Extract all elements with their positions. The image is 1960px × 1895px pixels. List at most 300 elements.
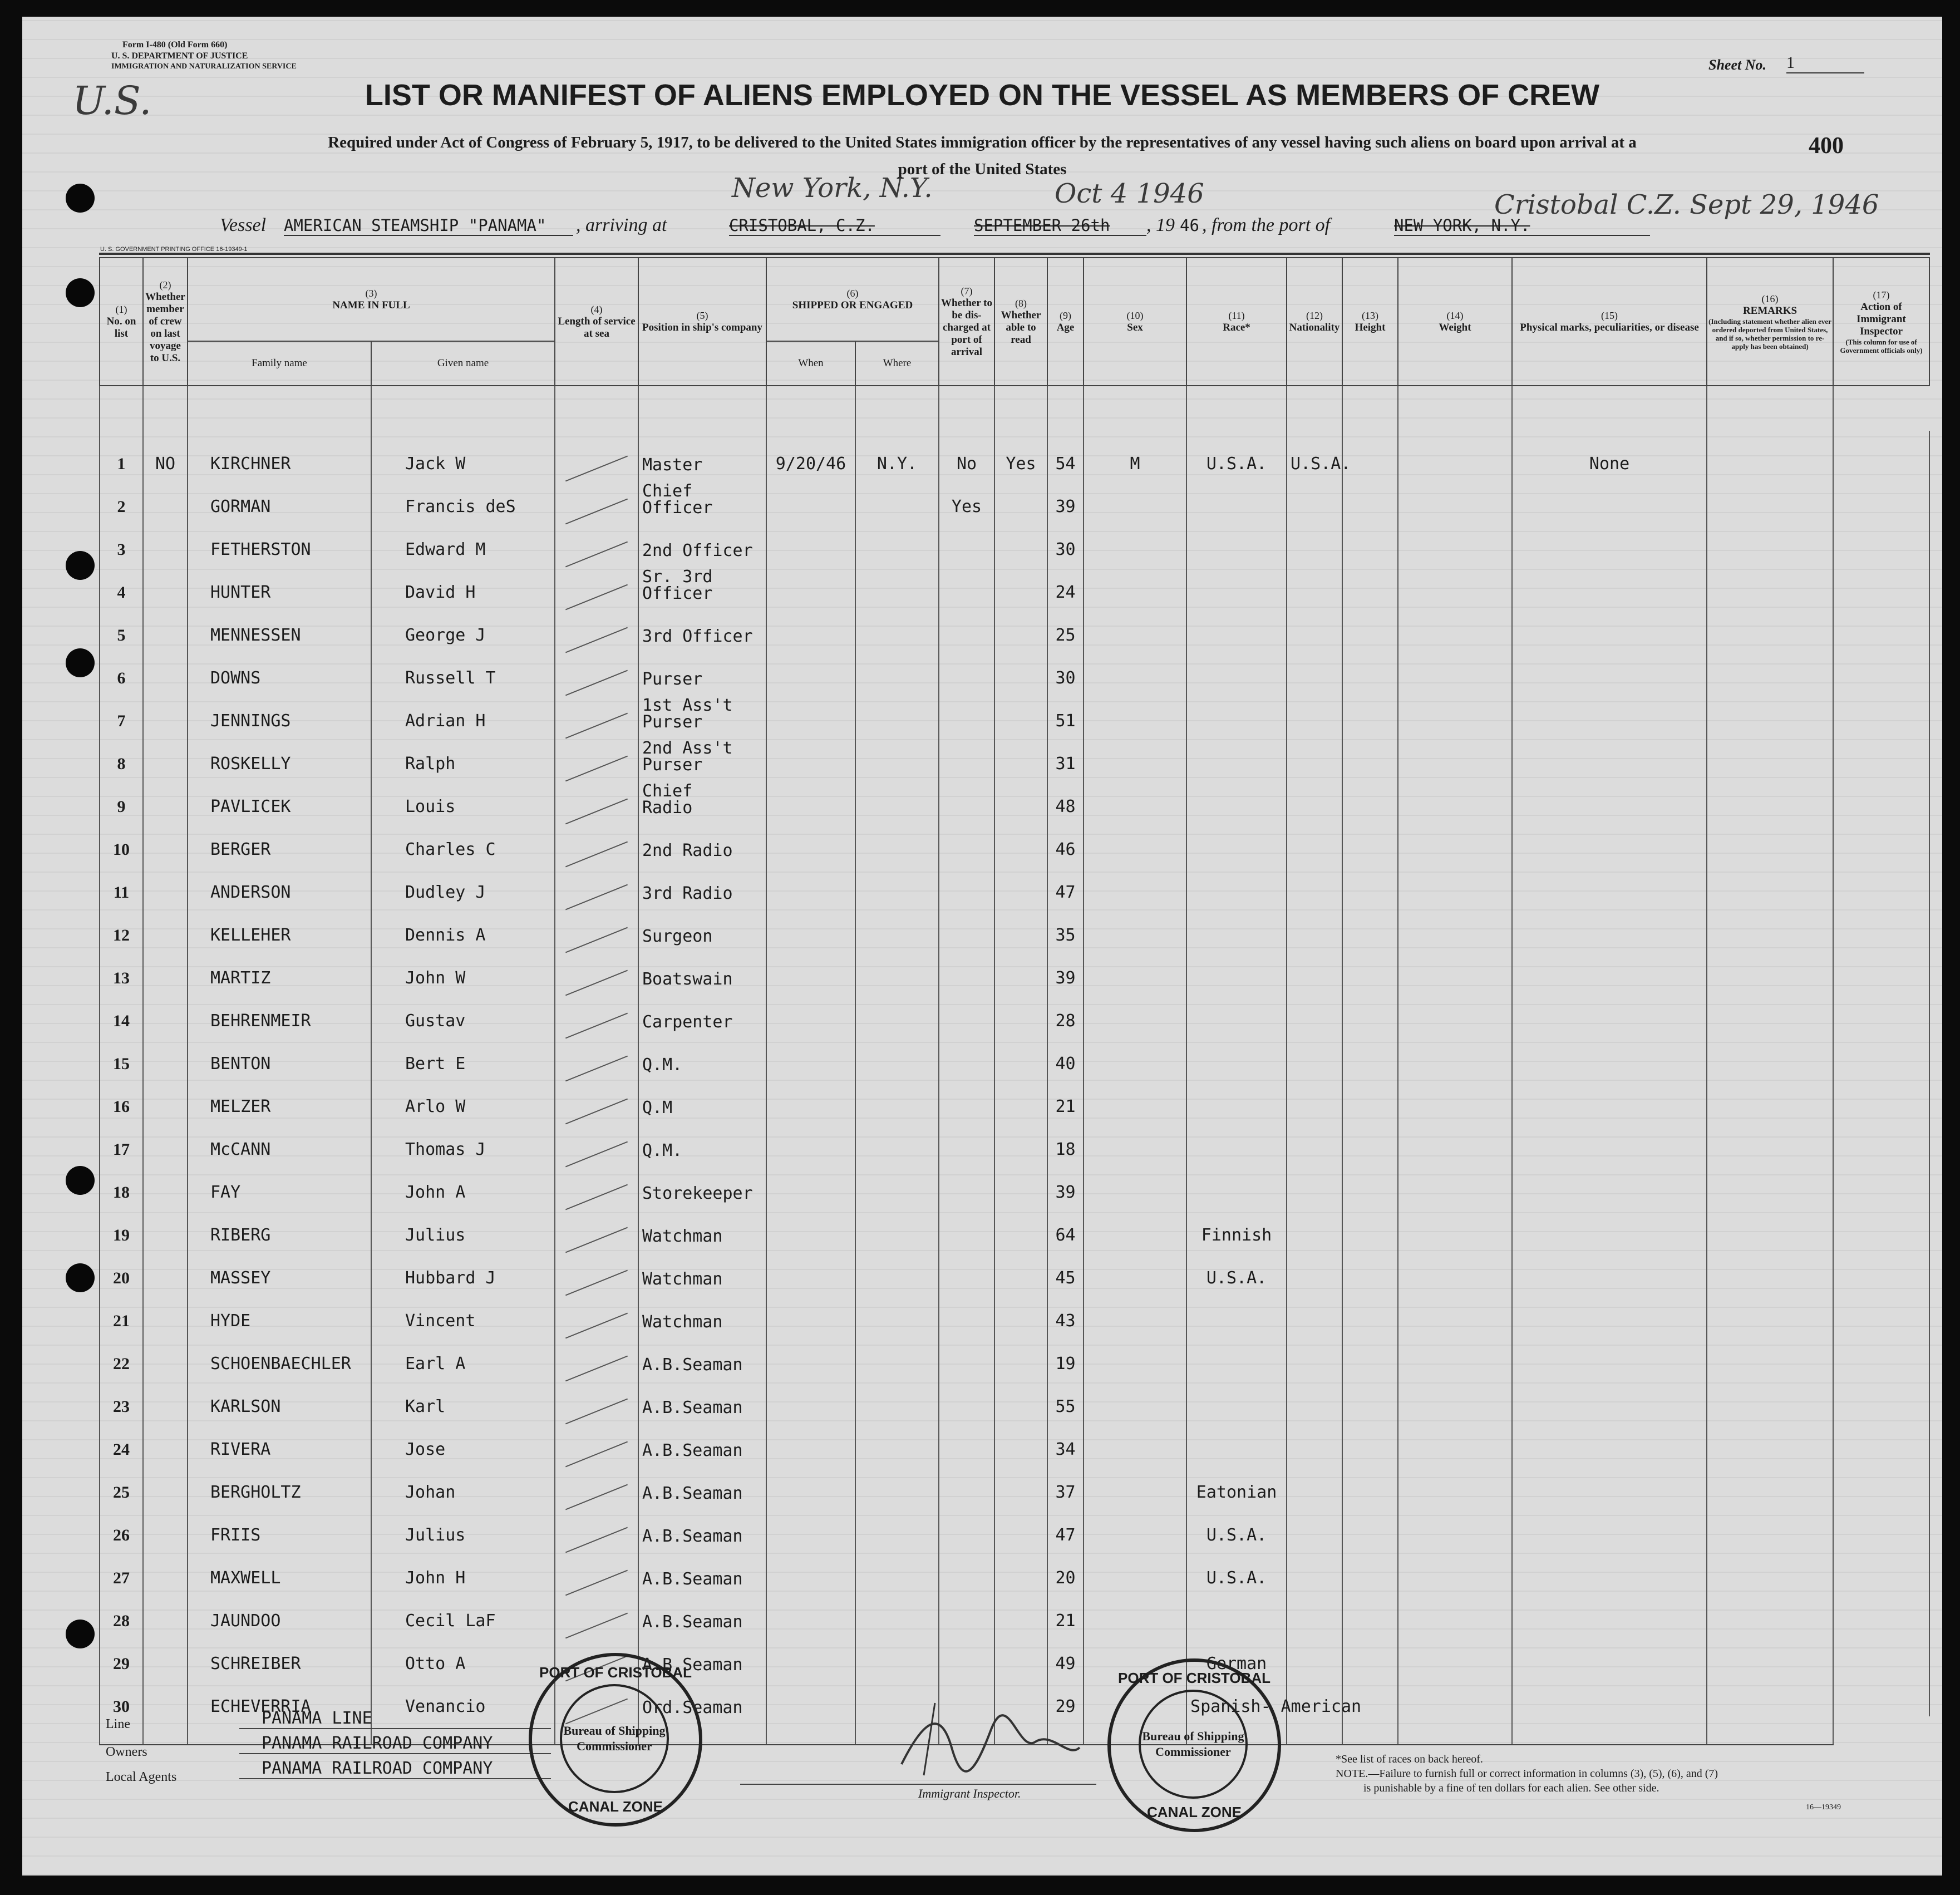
- row-number: 13: [100, 945, 143, 988]
- crew-row: [100, 1374, 1929, 1416]
- col-num-10: (10): [1126, 310, 1144, 321]
- given-name: Ralph: [371, 731, 555, 774]
- physical-marks: [1512, 645, 1707, 688]
- fine-note-cont: is punishable by a fine of ten dollars for each alien. See other side.: [1363, 1782, 1659, 1794]
- crew-row: [100, 1459, 1929, 1502]
- family-name: PAVLICEK: [188, 774, 371, 816]
- inspector-action: [1833, 1331, 1929, 1374]
- race: Spanish- American: [1186, 1673, 1287, 1716]
- col-num-3: (3): [365, 288, 377, 299]
- age: 34: [1047, 1416, 1084, 1459]
- row-number: 30: [100, 1673, 143, 1716]
- height: [1342, 1245, 1398, 1288]
- inspector-action: [1833, 1116, 1929, 1159]
- sex: [1084, 1031, 1186, 1074]
- row-number: 16: [100, 1074, 143, 1116]
- sex: [1084, 1374, 1186, 1416]
- discharged: [939, 1459, 994, 1502]
- discharged: [939, 1031, 994, 1074]
- position: 2nd Officer: [638, 516, 766, 559]
- physical-marks: [1512, 816, 1707, 859]
- weight: [1398, 988, 1512, 1031]
- discharged: [939, 1545, 994, 1588]
- age: 51: [1047, 688, 1084, 731]
- row-number: 29: [100, 1631, 143, 1673]
- sex: [1084, 731, 1186, 774]
- col-label-5: Position in ship's company: [642, 322, 762, 333]
- row-number: 14: [100, 988, 143, 1031]
- nationality: [1287, 1502, 1342, 1545]
- able-to-read: [994, 516, 1047, 559]
- age: 19: [1047, 1331, 1084, 1374]
- given-name: Venancio: [371, 1673, 555, 1716]
- col-header-name: [188, 258, 555, 341]
- sex: [1084, 902, 1186, 945]
- fine-note: NOTE.—Failure to furnish full or correct information in columns (3), (5), (6), and (7): [1336, 1768, 1718, 1780]
- age: 21: [1047, 1074, 1084, 1116]
- shipped-when: [766, 1202, 855, 1245]
- empty-cell: [1512, 1716, 1707, 1745]
- age: 45: [1047, 1245, 1084, 1288]
- weight: [1398, 1374, 1512, 1416]
- age: 30: [1047, 645, 1084, 688]
- crew-row: [100, 988, 1929, 1031]
- height: [1342, 602, 1398, 645]
- weight: [1398, 1202, 1512, 1245]
- sex: [1084, 1502, 1186, 1545]
- shipped-when: [766, 1331, 855, 1374]
- weight: [1398, 731, 1512, 774]
- able-to-read: [994, 1502, 1047, 1545]
- from-port: NEW YORK, N.Y.: [1394, 216, 1650, 236]
- sex: [1084, 859, 1186, 902]
- position: A.B.Seaman: [638, 1502, 766, 1545]
- arrival-date-handwritten: Oct 4 1946: [1055, 178, 1204, 209]
- family-name: ANDERSON: [188, 859, 371, 902]
- shipped-where: [855, 645, 939, 688]
- age: 48: [1047, 774, 1084, 816]
- vessel-label: Vessel: [220, 215, 267, 235]
- race: [1186, 559, 1287, 602]
- able-to-read: [994, 559, 1047, 602]
- race: [1186, 1159, 1287, 1202]
- remarks: [1707, 731, 1833, 774]
- nationality: [1287, 1074, 1342, 1116]
- nationality: [1287, 731, 1342, 774]
- race: U.S.A.: [1186, 1545, 1287, 1588]
- race: [1186, 988, 1287, 1031]
- remarks: [1707, 1673, 1833, 1716]
- discharged: [939, 774, 994, 816]
- row-number: 19: [100, 1202, 143, 1245]
- col-header-race: [1186, 258, 1287, 386]
- col-label-17: Action of Immigrant Inspector: [1856, 301, 1906, 337]
- able-to-read: [994, 1202, 1047, 1245]
- nationality: [1287, 945, 1342, 988]
- able-to-read: [994, 988, 1047, 1031]
- col-num-1: (1): [115, 304, 127, 315]
- remarks: [1707, 688, 1833, 731]
- remarks: [1707, 774, 1833, 816]
- physical-marks: [1512, 1331, 1707, 1374]
- col-header-read: [994, 258, 1047, 386]
- col-label-3: NAME IN FULL: [332, 299, 410, 311]
- given-name: Russell T: [371, 645, 555, 688]
- inspector-action: [1833, 645, 1929, 688]
- year: 46: [1180, 216, 1199, 235]
- race: U.S.A.: [1186, 1245, 1287, 1288]
- remarks: [1707, 1459, 1833, 1502]
- shipped-where: [855, 1245, 939, 1288]
- given-name: Adrian H: [371, 688, 555, 731]
- service-check: [555, 431, 638, 474]
- col-header-where: Where: [855, 341, 939, 386]
- nationality: [1287, 1031, 1342, 1074]
- discharged: [939, 516, 994, 559]
- remarks: [1707, 1502, 1833, 1545]
- able-to-read: [994, 902, 1047, 945]
- nationality: [1287, 1374, 1342, 1416]
- crew-last-voyage: [143, 1074, 188, 1116]
- shipped-where: [855, 945, 939, 988]
- family-name: DOWNS: [188, 645, 371, 688]
- weight: [1398, 688, 1512, 731]
- page-title: LIST OR MANIFEST OF ALIENS EMPLOYED ON THE VESSEL AS MEMBERS OF CREW: [365, 78, 1600, 112]
- age: 20: [1047, 1545, 1084, 1588]
- able-to-read: [994, 1545, 1047, 1588]
- able-to-read: [994, 945, 1047, 988]
- age: 29: [1047, 1673, 1084, 1716]
- crew-last-voyage: [143, 1374, 188, 1416]
- given-name: John W: [371, 945, 555, 988]
- shipped-where: [855, 774, 939, 816]
- crew-last-voyage: [143, 1673, 188, 1716]
- inspector-action: [1833, 1074, 1929, 1116]
- physical-marks: [1512, 1588, 1707, 1631]
- position: 2nd Ass't Purser: [638, 731, 766, 774]
- remarks: [1707, 474, 1833, 516]
- sex: [1084, 1159, 1186, 1202]
- spacer-row: [100, 386, 1929, 431]
- empty-cell: [1287, 1716, 1342, 1745]
- shipped-where: [855, 1331, 939, 1374]
- shipped-where: [855, 859, 939, 902]
- race: [1186, 816, 1287, 859]
- shipped-when: [766, 559, 855, 602]
- family-name: BERGER: [188, 816, 371, 859]
- able-to-read: [994, 1374, 1047, 1416]
- row-number: 10: [100, 816, 143, 859]
- inspector-signature: [890, 1697, 1091, 1786]
- physical-marks: [1512, 859, 1707, 902]
- col-header-family: Family name: [188, 341, 371, 386]
- shipped-when: [766, 859, 855, 902]
- corner-number: 400: [1809, 133, 1844, 159]
- sex: [1084, 816, 1186, 859]
- remarks: [1707, 516, 1833, 559]
- shipped-where: [855, 1074, 939, 1116]
- crew-row: [100, 1159, 1929, 1202]
- age: 39: [1047, 1159, 1084, 1202]
- row-number: 3: [100, 516, 143, 559]
- position: A.B.Seaman: [638, 1459, 766, 1502]
- race: U.S.A.: [1186, 431, 1287, 474]
- nationality: U.S.A.: [1287, 431, 1342, 474]
- height: [1342, 731, 1398, 774]
- remarks: [1707, 816, 1833, 859]
- weight: [1398, 1116, 1512, 1159]
- discharged: [939, 1331, 994, 1374]
- sex: [1084, 1116, 1186, 1159]
- inspector-action: [1833, 859, 1929, 902]
- family-name: JAUNDOO: [188, 1588, 371, 1631]
- shipped-where: [855, 602, 939, 645]
- weight: [1398, 1288, 1512, 1331]
- binder-hole: [66, 551, 95, 580]
- weight: [1398, 816, 1512, 859]
- nationality: [1287, 516, 1342, 559]
- binder-hole: [66, 278, 95, 307]
- sex: [1084, 1545, 1186, 1588]
- able-to-read: [994, 1331, 1047, 1374]
- height: [1342, 1288, 1398, 1331]
- position: Storekeeper: [638, 1159, 766, 1202]
- able-to-read: [994, 1159, 1047, 1202]
- height: [1342, 474, 1398, 516]
- row-number: 23: [100, 1374, 143, 1416]
- given-name: Edward M: [371, 516, 555, 559]
- col-num-15: (15): [1601, 310, 1618, 321]
- height: [1342, 1074, 1398, 1116]
- inspector-action: [1833, 1631, 1929, 1673]
- remarks: [1707, 902, 1833, 945]
- crew-row: [100, 516, 1929, 559]
- shipped-where: [855, 1588, 939, 1631]
- height: [1342, 1331, 1398, 1374]
- remarks: [1707, 1331, 1833, 1374]
- able-to-read: [994, 602, 1047, 645]
- able-to-read: [994, 1416, 1047, 1459]
- race: [1186, 774, 1287, 816]
- stamp-center: Bureau of Shipping Commissioner: [560, 1684, 669, 1793]
- shipped-when: [766, 1588, 855, 1631]
- weight: [1398, 1245, 1512, 1288]
- shipped-when: [766, 1288, 855, 1331]
- weight: [1398, 1459, 1512, 1502]
- physical-marks: [1512, 1074, 1707, 1116]
- shipped-where: [855, 1416, 939, 1459]
- stamp-center: Bureau of Shipping Commissioner: [1139, 1690, 1248, 1799]
- nationality: [1287, 988, 1342, 1031]
- age: 30: [1047, 516, 1084, 559]
- col-num-6: (6): [846, 288, 859, 299]
- crew-last-voyage: [143, 1331, 188, 1374]
- weight: [1398, 516, 1512, 559]
- physical-marks: [1512, 988, 1707, 1031]
- age: 54: [1047, 431, 1084, 474]
- discharged: [939, 1374, 994, 1416]
- family-name: SCHREIBER: [188, 1631, 371, 1673]
- weight: [1398, 1502, 1512, 1545]
- height: [1342, 1116, 1398, 1159]
- given-name: Johan: [371, 1459, 555, 1502]
- owners-value: PANAMA RAILROAD COMPANY: [239, 1734, 551, 1754]
- sex: [1084, 1331, 1186, 1374]
- nationality: [1287, 474, 1342, 516]
- crew-last-voyage: [143, 1545, 188, 1588]
- race: [1186, 688, 1287, 731]
- given-name: John A: [371, 1159, 555, 1202]
- race: [1186, 1116, 1287, 1159]
- race: [1186, 859, 1287, 902]
- discharged: Yes: [939, 474, 994, 516]
- hand-mark: U.S.: [72, 78, 152, 124]
- col-sub-17: (This column for use of Government officials only): [1840, 338, 1923, 355]
- sheet-label: Sheet No.: [1708, 57, 1766, 73]
- shipped-where: [855, 1631, 939, 1673]
- shipped-when: [766, 1245, 855, 1288]
- race: [1186, 1288, 1287, 1331]
- row-number: 7: [100, 688, 143, 731]
- crew-last-voyage: [143, 988, 188, 1031]
- height: [1342, 1631, 1398, 1673]
- age: 25: [1047, 602, 1084, 645]
- shipped-when: [766, 1631, 855, 1673]
- shipped-where: [855, 559, 939, 602]
- position: 3rd Radio: [638, 859, 766, 902]
- remarks: [1707, 431, 1833, 474]
- nationality: [1287, 1245, 1342, 1288]
- col-num-16: (16): [1761, 293, 1779, 304]
- physical-marks: [1512, 1374, 1707, 1416]
- family-name: MASSEY: [188, 1245, 371, 1288]
- col-header-age: [1047, 258, 1084, 386]
- position: Watchman: [638, 1288, 766, 1331]
- race: [1186, 731, 1287, 774]
- remarks: [1707, 559, 1833, 602]
- nationality: [1287, 688, 1342, 731]
- position: 1st Ass't Purser: [638, 688, 766, 731]
- sheet-number: 1: [1786, 53, 1864, 73]
- physical-marks: [1512, 1631, 1707, 1673]
- age: 28: [1047, 988, 1084, 1031]
- crew-last-voyage: [143, 774, 188, 816]
- nationality: [1287, 816, 1342, 859]
- weight: [1398, 1031, 1512, 1074]
- given-name: Arlo W: [371, 1074, 555, 1116]
- height: [1342, 945, 1398, 988]
- remarks: [1707, 1159, 1833, 1202]
- given-name: Thomas J: [371, 1116, 555, 1159]
- position: Ord.Seaman: [638, 1673, 766, 1716]
- height: [1342, 859, 1398, 902]
- crew-row: [100, 1288, 1929, 1331]
- crew-row: [100, 645, 1929, 688]
- sex: [1084, 1288, 1186, 1331]
- col-label-4: Length of service at sea: [558, 316, 636, 339]
- crew-row: [100, 1416, 1929, 1459]
- given-name: Vincent: [371, 1288, 555, 1331]
- col-header-when: When: [766, 341, 855, 386]
- inspector-action: [1833, 731, 1929, 774]
- able-to-read: [994, 1459, 1047, 1502]
- height: [1342, 1416, 1398, 1459]
- shipped-when: [766, 1374, 855, 1416]
- height: [1342, 1374, 1398, 1416]
- shipped-when: [766, 1116, 855, 1159]
- age: 55: [1047, 1374, 1084, 1416]
- crew-last-voyage: NO: [143, 431, 188, 474]
- shipped-where: [855, 731, 939, 774]
- position: Surgeon: [638, 902, 766, 945]
- age: 47: [1047, 859, 1084, 902]
- col-num-8: (8): [1015, 298, 1027, 309]
- stamp-ring-bottom: CANAL ZONE: [1147, 1804, 1242, 1820]
- crew-last-voyage: [143, 902, 188, 945]
- shipped-where: N.Y.: [855, 431, 939, 474]
- nationality: [1287, 859, 1342, 902]
- weight: [1398, 474, 1512, 516]
- age: 24: [1047, 559, 1084, 602]
- age: 47: [1047, 1502, 1084, 1545]
- age: 37: [1047, 1459, 1084, 1502]
- row-number: 15: [100, 1031, 143, 1074]
- sex: [1084, 474, 1186, 516]
- shipped-where: [855, 1374, 939, 1416]
- able-to-read: Yes: [994, 431, 1047, 474]
- col-header-discharged: [939, 258, 994, 386]
- position: Master: [638, 431, 766, 474]
- nationality: [1287, 1588, 1342, 1631]
- shipped-where: [855, 1159, 939, 1202]
- col-num-9: (9): [1060, 310, 1072, 321]
- discharged: [939, 1202, 994, 1245]
- col-num-12: (12): [1306, 310, 1323, 321]
- printing-office: U. S. GOVERNMENT PRINTING OFFICE 16-19349-1: [100, 246, 248, 253]
- height: [1342, 902, 1398, 945]
- weight: [1398, 1545, 1512, 1588]
- family-name: GORMAN: [188, 474, 371, 516]
- col-label-2: Whether member of crew on last voyage to U.S.: [145, 291, 185, 364]
- crew-row: [100, 1031, 1929, 1074]
- given-name: Dudley J: [371, 859, 555, 902]
- family-name: ECHEVERRIA: [188, 1673, 371, 1716]
- age: 40: [1047, 1031, 1084, 1074]
- header-rule: [99, 253, 1930, 255]
- crew-last-voyage: [143, 1459, 188, 1502]
- crew-last-voyage: [143, 816, 188, 859]
- inspector-action: [1833, 1588, 1929, 1631]
- family-name: SCHOENBAECHLER: [188, 1331, 371, 1374]
- arriving-port: CRISTOBAL, C.Z.: [729, 216, 940, 236]
- position: Watchman: [638, 1245, 766, 1288]
- remarks: [1707, 945, 1833, 988]
- given-name: Julius: [371, 1202, 555, 1245]
- crew-last-voyage: [143, 1588, 188, 1631]
- crew-row: [100, 1631, 1929, 1673]
- age: 39: [1047, 945, 1084, 988]
- col-label-11: Race*: [1223, 322, 1250, 333]
- physical-marks: [1512, 1116, 1707, 1159]
- sex: M: [1084, 431, 1186, 474]
- position: Watchman: [638, 1202, 766, 1245]
- row-number: 2: [100, 474, 143, 516]
- physical-marks: [1512, 474, 1707, 516]
- subtitle-line-1: Required under Act of Congress of February 5, 1917, to be delivered to the United States immigration officer by the representatives of any vessel having such aliens on board upon arrival at a: [328, 134, 1637, 151]
- crew-last-voyage: [143, 1288, 188, 1331]
- family-name: BEHRENMEIR: [188, 988, 371, 1031]
- family-name: ROSKELLY: [188, 731, 371, 774]
